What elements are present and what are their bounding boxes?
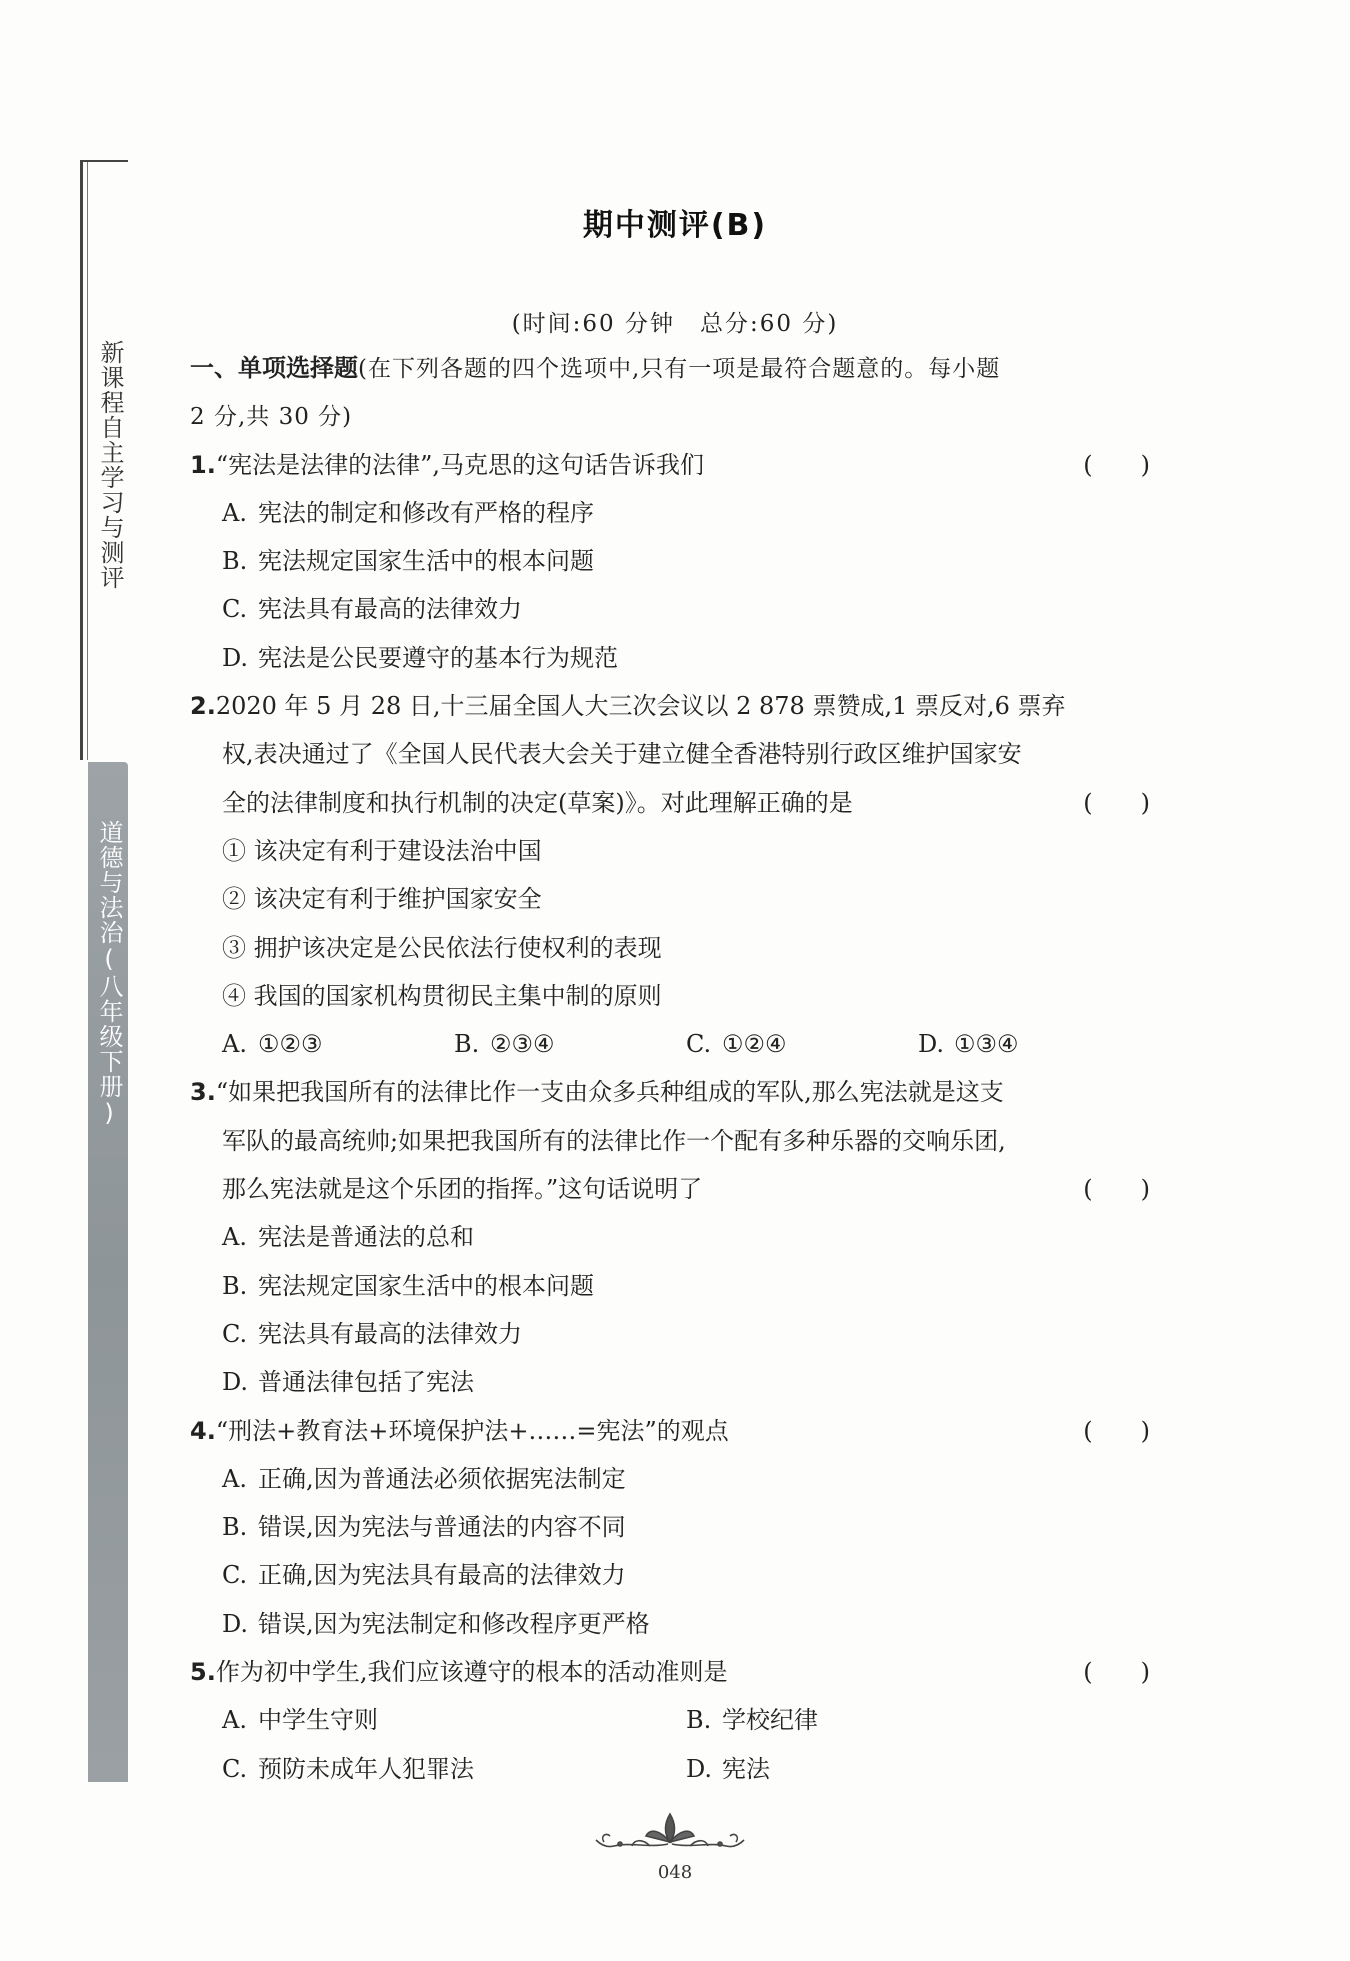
option: D. ①③④ — [918, 1030, 1019, 1059]
statement: ③ 拥护该决定是公民依法行使权利的表现 — [222, 933, 662, 962]
option: D. 宪法是公民要遵守的基本行为规范 — [222, 643, 618, 672]
option: C. 宪法具有最高的法律效力 — [222, 595, 522, 624]
question-1: 1.“宪法是法律的法律”,马克思的这句话告诉我们 ( ) — [190, 441, 1150, 489]
option: C. 正确,因为宪法具有最高的法律效力 — [222, 1561, 626, 1590]
answer-bracket: ( ) — [1083, 1658, 1150, 1687]
question-stem-cont: 军队的最高统帅;如果把我国所有的法律比作一个配有多种乐器的交响乐团, — [222, 1126, 1006, 1155]
option-row — [190, 1696, 1150, 1744]
option: B. 宪法规定国家生活中的根本问题 — [222, 1271, 594, 1300]
page-number: 048 — [657, 1862, 693, 1883]
option: B. ②③④ — [454, 1030, 555, 1059]
option: A. 正确,因为普通法必须依据宪法制定 — [222, 1464, 626, 1493]
question-stem: 2020 年 5 月 28 日,十三届全国人大三次会议以 2 878 票赞成,1 票反对,6 票弃 — [215, 692, 1066, 721]
option: A. 宪法的制定和修改有严格的程序 — [222, 498, 594, 527]
option: A. 宪法是普通法的总和 — [222, 1223, 474, 1252]
option: B. 学校纪律 — [686, 1706, 818, 1735]
option: A. ①②③ — [222, 1030, 323, 1059]
option: C. 预防未成年人犯罪法 — [222, 1754, 474, 1783]
question-stem-cont: 权,表决通过了《全国人民代表大会关于建立健全香港特别行政区维护国家安 — [222, 740, 1022, 769]
option-row — [190, 1745, 1150, 1793]
exam-meta: (时间:60 分钟 总分:60 分) — [511, 311, 839, 337]
statement: ④ 我国的国家机构贯彻民主集中制的原则 — [222, 981, 662, 1010]
question-stem-cont: 那么宪法就是这个乐团的指挥。”这句话说明了 ( ) — [190, 1165, 1150, 1213]
answer-bracket: ( ) — [1083, 788, 1150, 817]
statement: ① 该决定有利于建设法治中国 — [222, 836, 542, 865]
statement: ② 该决定有利于维护国家安全 — [222, 885, 542, 914]
option: A. 中学生守则 — [222, 1706, 378, 1735]
option: B. 错误,因为宪法与普通法的内容不同 — [222, 1513, 626, 1542]
series-title: 新课程自主学习与测评 — [96, 340, 124, 590]
question-stem: “宪法是法律的法律”,马克思的这句话告诉我们 — [215, 450, 704, 479]
answer-bracket: ( ) — [1083, 1416, 1150, 1445]
question-5: 5.作为初中学生,我们应该遵守的根本的活动准则是 ( ) — [190, 1648, 1150, 1696]
section-note: (在下列各题的四个选项中,只有一项是最符合题意的。每小题 — [358, 356, 1001, 382]
option: B. 宪法规定国家生活中的根本问题 — [222, 547, 594, 576]
option-row — [190, 1020, 1150, 1068]
section-label: 一、单项选择题 — [190, 354, 358, 382]
question-4: 4.“刑法+教育法+环境保护法+……=宪法”的观点 ( ) — [190, 1407, 1150, 1455]
section-heading-cont — [190, 392, 1150, 440]
subject-title: 道德与法治(八年级下册) — [95, 820, 123, 1128]
question-content — [190, 344, 1150, 1793]
option: D. 错误,因为宪法制定和修改程序更严格 — [222, 1609, 650, 1638]
option: C. 宪法具有最高的法律效力 — [222, 1319, 522, 1348]
question-3: 3.“如果把我国所有的法律比作一支由众多兵种组成的军队,那么宪法就是这支 — [190, 1078, 1004, 1107]
question-stem-cont: 全的法律制度和执行机制的决定(草案)》。对此理解正确的是 ( ) — [190, 779, 1150, 827]
page-title: 期中测评(B) — [582, 208, 768, 243]
option: C. ①②④ — [686, 1030, 787, 1059]
question-stem: 作为初中学生,我们应该遵守的根本的活动准则是 — [215, 1658, 728, 1687]
question-stem: “刑法+教育法+环境保护法+……=宪法”的观点 — [215, 1416, 729, 1445]
question-stem: “如果把我国所有的法律比作一支由众多兵种组成的军队,那么宪法就是这支 — [215, 1078, 1004, 1107]
answer-bracket: ( ) — [1083, 450, 1150, 479]
option: D. 宪法 — [686, 1754, 770, 1783]
option: D. 普通法律包括了宪法 — [222, 1368, 474, 1397]
question-2: 2.2020 年 5 月 28 日,十三届全国人大三次会议以 2 878 票赞成,1 票反对,6 票弃 — [190, 692, 1066, 721]
section-heading — [190, 344, 1150, 392]
floral-ornament-icon — [590, 1808, 750, 1858]
section-note-cont: 2 分,共 30 分) — [190, 404, 353, 431]
answer-bracket: ( ) — [1083, 1175, 1150, 1204]
